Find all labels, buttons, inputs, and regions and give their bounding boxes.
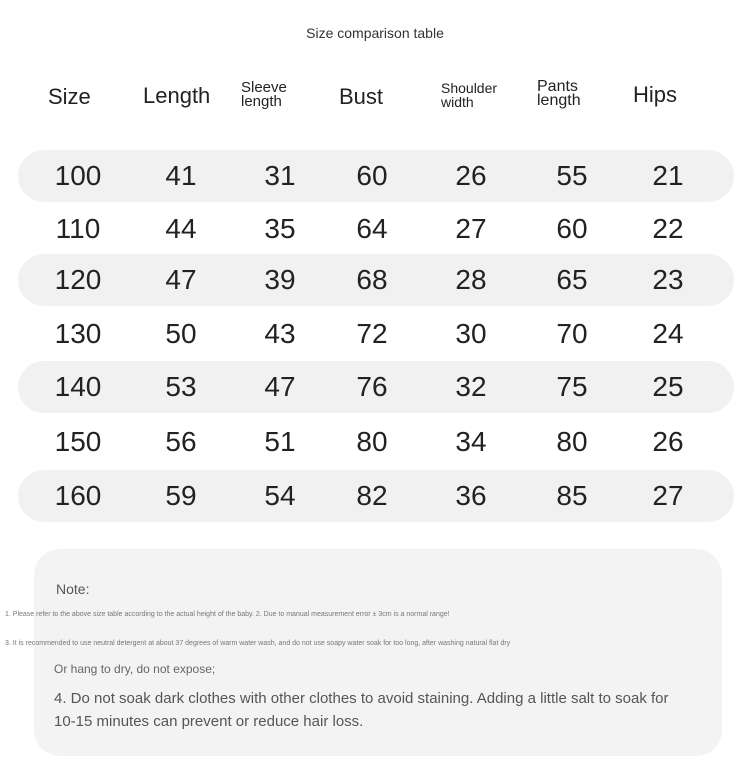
table-cell: 34	[455, 426, 487, 457]
table-cell: 70	[556, 318, 588, 349]
table-row	[18, 470, 734, 522]
table-cell: 55	[556, 160, 588, 191]
table-cell: 85	[556, 480, 588, 511]
table-row	[18, 416, 734, 468]
table-cell: 27	[652, 480, 684, 511]
table-cell: 72	[356, 318, 388, 349]
table-row	[18, 254, 734, 306]
table-cell: 120	[54, 264, 102, 295]
note-panel	[5, 549, 722, 756]
table-cell: 76	[356, 371, 388, 402]
table-cell: 22	[652, 213, 684, 244]
table-cell: 82	[356, 480, 388, 511]
table-cell: 65	[556, 264, 588, 295]
table-row	[18, 361, 734, 413]
table-cell: 110	[55, 213, 101, 244]
table-cell: 23	[652, 264, 684, 295]
table-cell: 60	[356, 160, 388, 191]
table-row	[18, 308, 734, 360]
table-cell: 44	[165, 213, 197, 244]
table-cell: 80	[356, 426, 388, 457]
table-row	[18, 150, 734, 202]
table-cell: 59	[165, 480, 197, 511]
table-cell: 150	[54, 426, 102, 457]
table-cell: 35	[264, 213, 296, 244]
table-cell: 47	[165, 264, 197, 295]
table-cell: 31	[264, 160, 296, 191]
header-bust: Bust	[339, 84, 384, 109]
note-label: Note:	[56, 581, 90, 597]
table-cell: 100	[54, 160, 102, 191]
table-cell: 26	[652, 426, 684, 457]
header-pants-length: Pants length	[537, 78, 581, 109]
note-line-3: Or hang to dry, do not expose;	[54, 662, 216, 676]
note-line-1: 1. Please refer to the above size table according to the actual height of the baby. 2. Due to manual measurement error ± 3cm is a normal range!	[5, 611, 450, 618]
table-cell: 43	[264, 318, 296, 349]
table-cell: 26	[455, 160, 487, 191]
table-cell: 24	[652, 318, 684, 349]
table-cell: 130	[54, 318, 102, 349]
header-hips: Hips	[633, 82, 678, 107]
table-cell: 51	[264, 426, 296, 457]
table-cell: 75	[556, 371, 588, 402]
table-cell: 21	[652, 160, 684, 191]
table-row	[18, 203, 734, 255]
table-cell: 39	[264, 264, 296, 295]
table-cell: 36	[455, 480, 487, 511]
table-cell: 28	[455, 264, 487, 295]
header-sleeve-length: Sleeve length	[241, 79, 287, 110]
table-header	[0, 70, 750, 130]
note-line-2: 3. It is recommended to use neutral detergent at about 37 degrees of warm water wash, and do not use soapy water soak for too long, after washing natural flat dry	[5, 640, 511, 647]
table-cell: 60	[556, 213, 588, 244]
table-cell: 160	[54, 480, 102, 511]
table-cell: 27	[455, 213, 487, 244]
table-cell: 56	[165, 426, 197, 457]
header-size: Size	[48, 84, 91, 109]
table-cell: 64	[356, 213, 388, 244]
table-cell: 50	[165, 318, 197, 349]
table-cell: 53	[165, 371, 197, 402]
table-cell: 47	[264, 371, 296, 402]
header-length: Length	[143, 83, 211, 108]
page-title: Size comparison table	[306, 25, 444, 41]
table-cell: 140	[54, 371, 102, 402]
table-cell: 32	[455, 371, 487, 402]
header-shoulder-width: Shoulder width	[441, 80, 498, 110]
table-cell: 25	[652, 371, 684, 402]
table-cell: 54	[264, 480, 296, 511]
table-cell: 80	[556, 426, 588, 457]
table-cell: 30	[455, 318, 487, 349]
table-cell: 68	[356, 264, 388, 295]
note-line-4: 4. Do not soak dark clothes with other clothes to avoid staining. Adding a little salt to soak for 10-15 minutes can prevent or reduce hair loss.	[54, 690, 669, 730]
table-cell: 41	[165, 160, 197, 191]
